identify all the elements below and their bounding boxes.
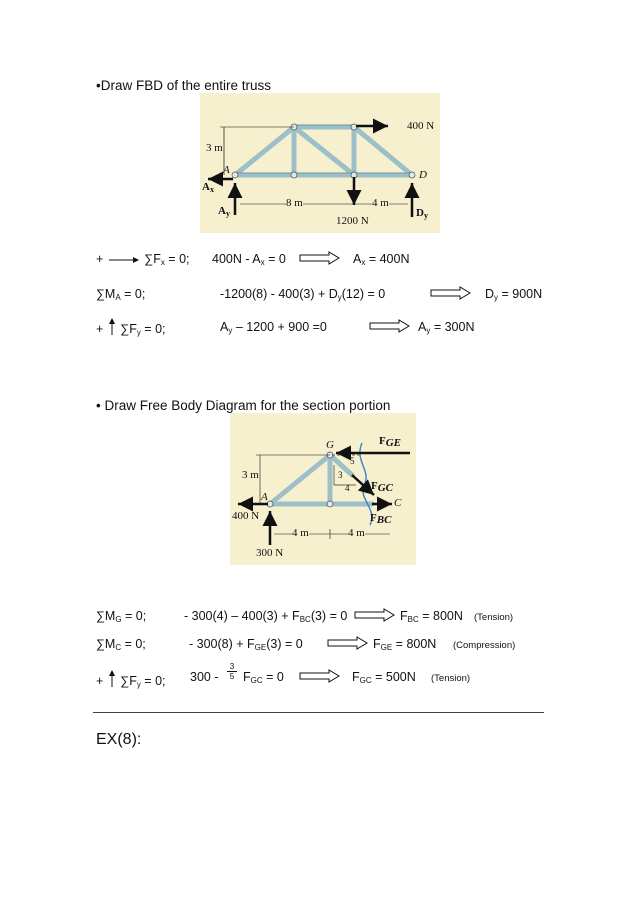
dim-8m-label: 8 m — [286, 197, 303, 209]
joint-d-label: D — [419, 169, 427, 181]
compression-note: (Compression) — [453, 640, 516, 651]
implies-arrow-icon — [369, 319, 411, 333]
slope-4-label: 4 — [345, 483, 350, 493]
right-arrow-icon — [107, 255, 141, 265]
dim-4m-right-label: 4 m — [348, 527, 365, 539]
fge-label: $F_{GE}$ — [379, 435, 402, 449]
fraction-denominator: 5 — [227, 671, 237, 681]
truss-diagram — [200, 93, 440, 233]
ax-label: $A_x$ — [202, 181, 214, 194]
load-1200-label: 1200 N — [336, 215, 369, 227]
dy-label: $D_y$ — [416, 207, 428, 220]
implies-arrow-icon — [354, 608, 396, 622]
height-label: 3 m — [242, 469, 259, 481]
slope-3-label: 3 — [338, 470, 343, 480]
joint-g-label: G — [326, 439, 334, 451]
section1-heading: •Draw FBD of the entire truss — [96, 78, 272, 93]
slope-5-label: 5 — [350, 456, 355, 466]
fraction-numerator: 3 — [229, 662, 235, 671]
eq-sum-fx-work: $400N - A_x = 0$ — [212, 252, 286, 267]
truss-members — [235, 127, 412, 175]
eq-sum-mc-work: - $300(8) + F_{GE}(3) = 0$ — [189, 637, 303, 652]
eq-ay-result: $A_y = 300N$ — [418, 320, 475, 335]
load-400-label: 400 N — [232, 510, 260, 522]
eq-fgc-result: $F_{GC} = 500N$ — [352, 670, 416, 685]
fraction — [227, 662, 237, 681]
divider — [93, 712, 544, 713]
joint-c-label: C — [394, 497, 402, 509]
up-arrow-icon — [107, 670, 117, 688]
eq-sum-mg: $\sum M_G = 0$; — [96, 609, 147, 624]
eq-fgc-work-prefix: 300 - — [190, 670, 219, 684]
eq-fge-result: $F_{GE} = 800N$ — [373, 637, 437, 652]
eq-sum-mc: $\sum M_C = 0$; — [96, 637, 146, 652]
eq-sum-fx: + $\sum F_x = 0$; — [96, 252, 190, 267]
eq-fbc-result: $F_{BC} = 800N$ — [400, 609, 463, 624]
fgc-label: $F_{GC}$ — [371, 480, 394, 494]
section-figure — [230, 413, 416, 565]
example-heading: EX(8): — [96, 731, 142, 748]
implies-arrow-icon — [299, 251, 341, 265]
eq-sum-ma: $\sum M_A = 0$; — [96, 287, 146, 302]
load-400-label: 400 N — [407, 120, 435, 132]
truss-figure — [200, 93, 440, 233]
eq-sum-ma-work: $-1200(8) - 400(3) + D_y(12) = 0$ — [220, 287, 386, 302]
up-arrow-icon — [107, 318, 117, 336]
load-300-label: 300 N — [256, 547, 284, 559]
eq-sum-fy-work: $A_y - 1200 + 900 =0$ — [220, 320, 327, 335]
dim-4m-label: 4 m — [372, 197, 389, 209]
eq-dy-result: $D_y = 900N$ — [485, 287, 543, 302]
joint-a-label: A — [223, 164, 230, 176]
dim-4m-left-label: 4 m — [292, 527, 309, 539]
eq-ax-result: $A_x = 400N$ — [353, 252, 410, 267]
ay-label: $A_y$ — [218, 205, 230, 218]
eq-sum-mg-work: - $300(4) - 400(3) + F_{BC}(3) = 0$ — [184, 609, 348, 624]
implies-arrow-icon — [327, 636, 369, 650]
fbc-label: $F_{BC}$ — [370, 512, 392, 526]
height-label: 3 m — [206, 142, 223, 154]
eq-fgc-work: $F_{GC} = 0$ — [243, 670, 284, 685]
joint-a-label: A — [261, 491, 268, 503]
implies-arrow-icon — [299, 669, 341, 683]
tension-note: (Tension) — [474, 612, 514, 623]
implies-arrow-icon — [430, 286, 472, 300]
section2-heading: • Draw Free Body Diagram for the section portion — [96, 398, 391, 413]
tension-note: (Tension) — [431, 673, 471, 684]
eq-sum-fy: + $\sum F_y = 0$; — [96, 318, 166, 337]
eq-sum-fy-section: + $\sum F_y = 0$; — [96, 670, 166, 689]
